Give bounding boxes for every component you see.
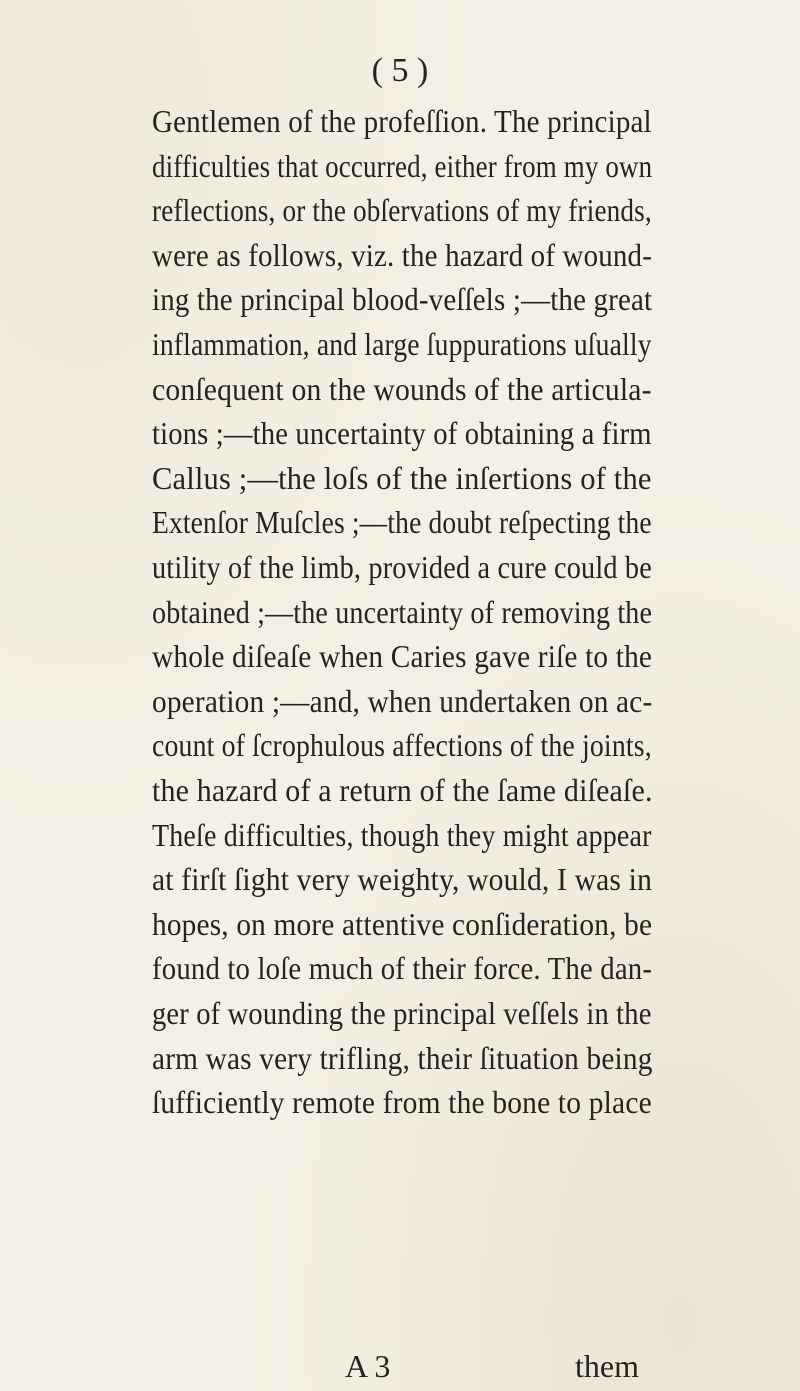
- text-line: operation ;—and, when undertaken on ac-: [152, 682, 653, 719]
- text-line: inflammation, and large ſuppurations uſually: [152, 326, 652, 362]
- page-number-header: ( 5 ): [371, 52, 429, 89]
- text-line: were as follows, viz. the hazard of wound-: [152, 236, 653, 273]
- text-line: count of ſcrophulous affections of the joints,: [152, 727, 652, 764]
- text-line: at firſt ſight very weighty, would, I was in: [152, 861, 653, 898]
- catchword: them: [575, 1348, 639, 1384]
- text-line: Extenſor Muſcles ;—the doubt reſpecting the: [152, 504, 652, 541]
- text-line: ger of wounding the principal veſſels in the: [152, 995, 652, 1031]
- text-line: Gentlemen of the profeſſion. The principal: [152, 103, 652, 139]
- text-line: whole diſeaſe when Caries gave riſe to the: [152, 638, 653, 675]
- text-line: tions ;—the uncertainty of obtaining a firm: [152, 415, 652, 452]
- text-line: Callus ;—the loſs of the inſertions of the: [152, 459, 652, 496]
- text-line: utility of the limb, provided a cure could be: [152, 549, 652, 585]
- text-line: found to loſe much of their force. The dan-: [152, 950, 653, 987]
- text-line: ſufficiently remote from the bone to place: [152, 1084, 652, 1121]
- text-line: hopes, on more attentive conſideration, be: [152, 905, 653, 942]
- text-line: difficulties that occurred, either from my own: [152, 147, 653, 184]
- text-line: ing the principal blood-veſſels ;—the great: [152, 281, 653, 318]
- text-line: the hazard of a return of the ſame diſeaſe.: [152, 772, 653, 808]
- text-line: conſequent on the wounds of the articula-: [152, 370, 652, 407]
- text-line: arm was very trifling, their ſituation being: [152, 1039, 653, 1076]
- text-line: reflections, or the obſervations of my friends,: [152, 192, 652, 229]
- text-line: obtained ;—the uncertainty of removing the: [152, 593, 653, 630]
- text-line: Theſe difficulties, though they might appear: [152, 816, 652, 853]
- signature-mark: A 3: [345, 1348, 391, 1384]
